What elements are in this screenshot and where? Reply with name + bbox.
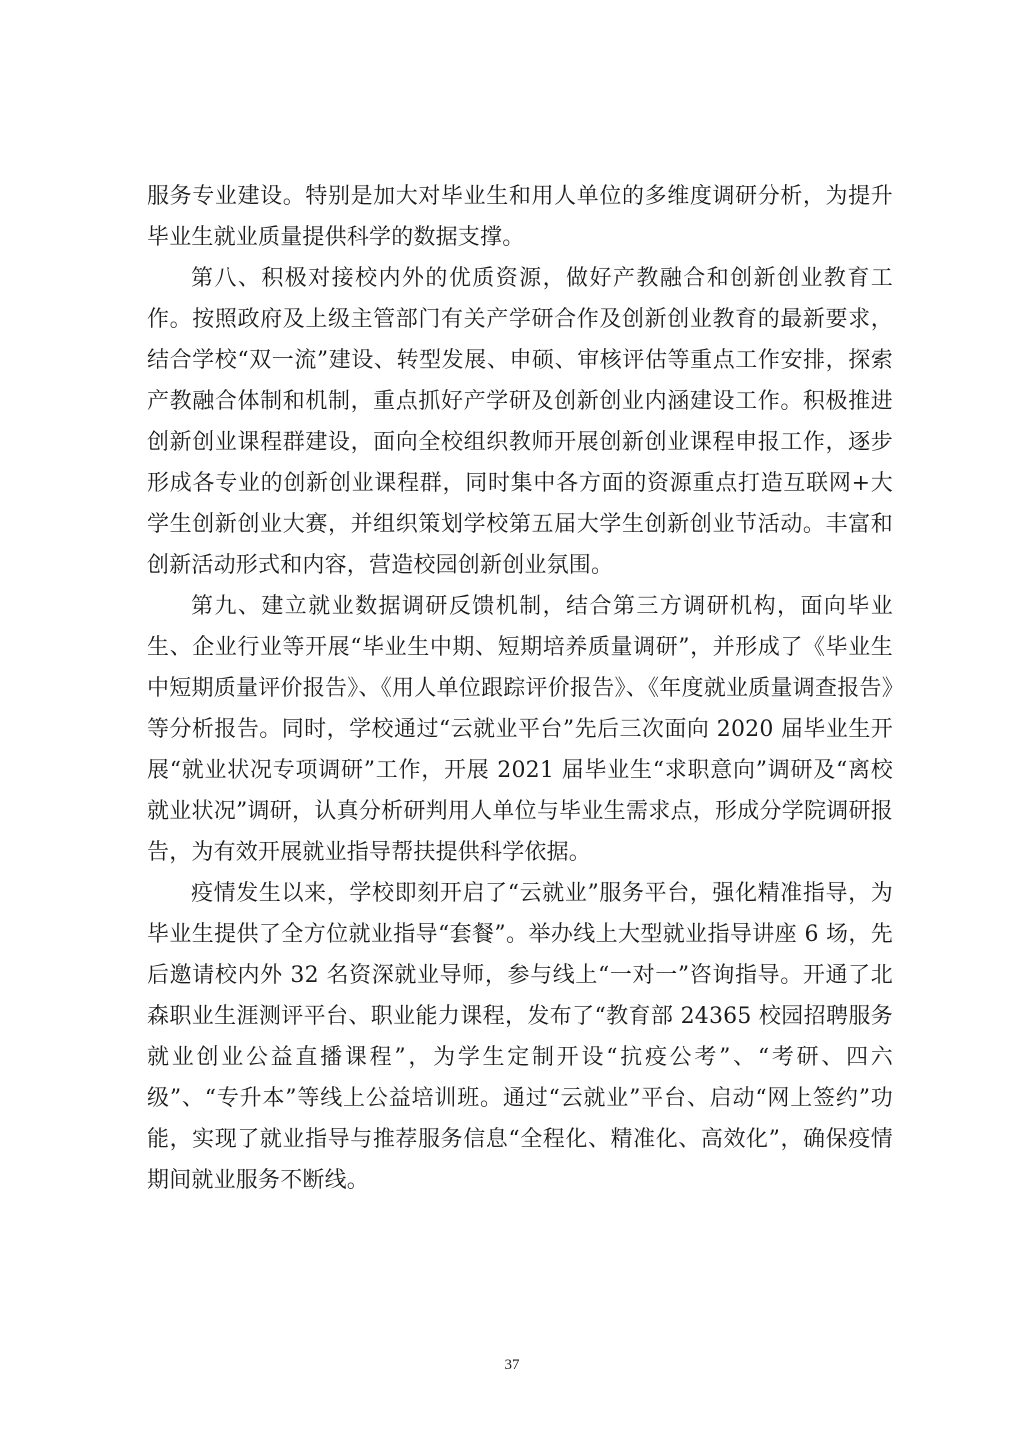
paragraph-item-nine: 第九、建立就业数据调研反馈机制，结合第三方调研机构，面向毕业生、企业行业等开展“毕业生中期、短期培养质量调研”，并形成了《毕业生中短期质量评价报告》、《用人单位跟踪评价报告》、《年度就业质量调查报告》等分析报告。同时，学校通过“云就业平台”先后三次面向 2020 届毕业生开展“就业状况专项调研”工作，开展 2021 届毕业生“求职意向”调研及“离校就业状况”调研，认真分析研判用人单位与毕业生需求点，形成分学院调研报告，为有效开展就业指导帮扶提供科学依据。 bbox=[147, 594, 893, 865]
body-text bbox=[147, 176, 893, 1201]
paragraph-continued: 服务专业建设。特别是加大对毕业生和用人单位的多维度调研分析，为提升毕业生就业质量提供科学的数据支撑。 bbox=[147, 184, 893, 250]
paragraph-pandemic-services: 疫情发生以来，学校即刻开启了“云就业”服务平台，强化精准指导，为毕业生提供了全方位就业指导“套餐”。举办线上大型就业指导讲座 6 场，先后邀请校内外 32 名资深就业导师，参与线上“一对一”咨询指导。开通了北森职业生涯测评平台、职业能力课程，发布了“教育部 24365 校园招聘服务就业创业公益直播课程”，为学生定制开设“抗疫公考”、“考研、四六级”、“专升本”等线上公益培训班。通过“云就业”平台、启动“网上签约”功能，实现了就业指导与推荐服务信息“全程化、精准化、高效化”，确保疫情期间就业服务不断线。 bbox=[147, 881, 893, 1193]
page-number: 37 bbox=[504, 1357, 520, 1373]
paragraph-item-eight: 第八、积极对接校内外的优质资源，做好产教融合和创新创业教育工作。按照政府及上级主管部门有关产学研合作及创新创业教育的最新要求，结合学校“双一流”建设、转型发展、申硕、审核评估等重点工作安排，探索产教融合体制和机制，重点抓好产学研及创新创业内涵建设工作。积极推进创新创业课程群建设，面向全校组织教师开展创新创业课程申报工作，逐步形成各专业的创新创业课程群，同时集中各方面的资源重点打造互联网+大学生创新创业大赛，并组织策划学校第五届大学生创新创业节活动。丰富和创新活动形式和内容，营造校园创新创业氛围。 bbox=[147, 266, 893, 578]
